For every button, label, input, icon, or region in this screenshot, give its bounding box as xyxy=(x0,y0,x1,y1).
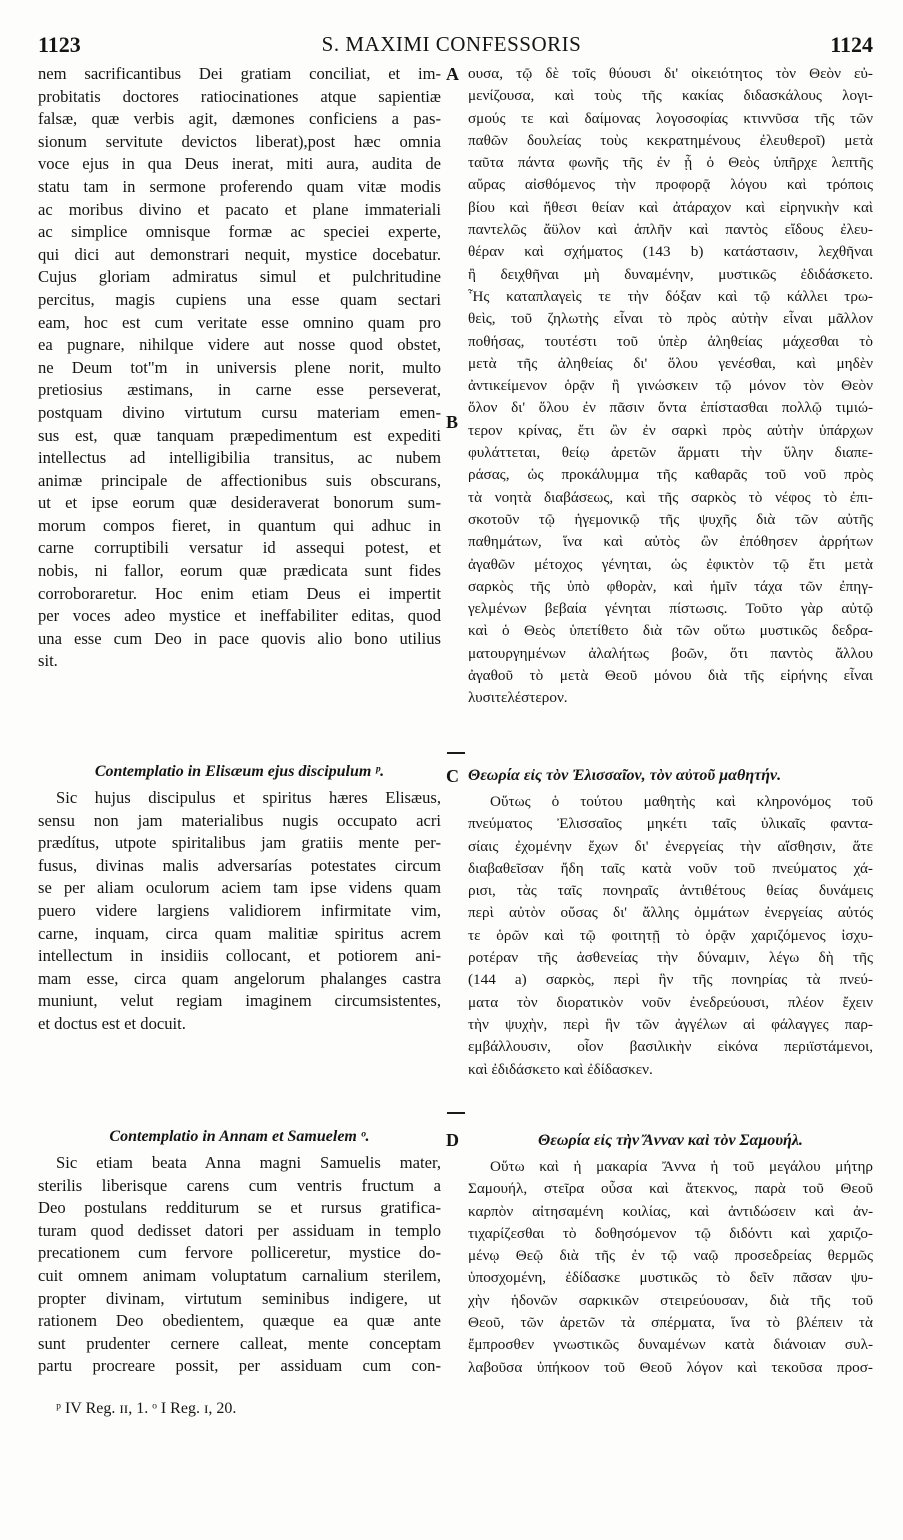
greek-title-anna: Θεωρία εἰς τὴν Ἄνναν καὶ τὸν Σαμουήλ. xyxy=(538,1132,803,1149)
text-line: statu tam in sermone proferendo quam vitæ modis xyxy=(38,176,441,196)
text-line: σαρκὸς τῆς ὑπὸ φθορὰν, καὶ ἡμῖν τάχα τῶν ἐπηγ- xyxy=(468,577,873,595)
text-line: σίαις ἐχομένην ἔχων δι' ἐνεργείας τὴν αἴσθησιν, ἅτε xyxy=(468,837,873,855)
text-line: ποθήσας, τουτέστι τοῦ ὑπὲρ ἀληθείας μάχεσθαι τὸ xyxy=(468,332,873,350)
text-line: sit. xyxy=(38,651,58,671)
greek-paragraph-1 xyxy=(468,63,873,710)
text-line: καρπὸν αἰτησαμένη κοιλίας, καὶ ἀντιδώσειν καὶ ἀν- xyxy=(468,1202,873,1220)
text-line: ἔμπροσθεν γνωστικῶς δυναμένων κατὰ διάνοιαν συλ- xyxy=(468,1336,873,1354)
text-line: sterilis liberisque carens cum ventris fructum a xyxy=(38,1175,441,1195)
text-line: prædítus, utpote spiritalibus jam gratiis mente per- xyxy=(38,833,441,853)
text-line: Ἧς καταπλαγεὶς τε τὴν δόξαν καὶ τῷ κάλλει τρω- xyxy=(468,287,873,305)
text-line: corroboraretur. Hoc enim etiam Deus ei impertit xyxy=(38,583,441,603)
text-line: εμβάλλουσιν, οἷον βασιλικὴν εἰκόνα περιϊστάμενοι, xyxy=(468,1038,873,1056)
section-marker-a: A xyxy=(446,64,459,84)
text-line: ματα τὸν διορατικὸν νοῦν ἐνεδρεύουσι, πλέον ἔχειν xyxy=(468,993,873,1011)
text-line: λυσιτελέστερον. xyxy=(468,689,568,707)
text-line: μετὰ τῆς ἀληθείας δι' ὅλου γενέσθαι, καὶ μηδὲν xyxy=(468,354,873,372)
text-line: puero videre largiens validiorem infirmitate vim, xyxy=(38,900,441,920)
text-line: Θεοῦ, τῶν ἀρετῶν τὰ σπέρματα, ἵνα τὸ βλέπειν τὰ xyxy=(468,1314,873,1332)
text-line: percitus, magis cupiens una esse quam sectari xyxy=(38,289,441,309)
text-line: μένῳ Θεῷ διὰ τῆς ἐν τῷ ναῷ προσεδρείας θερμῶς xyxy=(468,1247,873,1265)
text-line: θέραν καὶ σχήματος (143 b) κατάστασιν, λεχθῆναι xyxy=(468,243,873,261)
text-line: qui dici aut demonstrari nequit, mystice docebatur. xyxy=(38,244,441,264)
text-line: voce ejus in qua Deus inerat, miti aura, audita de xyxy=(38,154,441,174)
text-line: ἀντικείμενον ὁρᾷν ἢ γινώσκειν τῷ μόνον τὸν Θεὸν xyxy=(468,377,873,395)
text-line: (144 a) σαρκὸς, περὶ ἣν τῆς πονηρίας τὰ πνεύ- xyxy=(468,971,873,989)
text-line: πνεύματος Ἐλισσαῖος μηκέτι ταῖς ὑλικαῖς φαντα- xyxy=(468,815,873,833)
text-line: ac moribus divino et pacato et plane immateriali xyxy=(38,199,441,219)
text-line: turam quod dedisset datori per assiduam in templo xyxy=(38,1220,441,1240)
latin-section-2 xyxy=(38,761,441,784)
text-line: per voces adeo mystice et ineffabiliter editas, quod xyxy=(38,606,441,626)
text-line: τὰ νοητὰ διαβάσεως, καὶ τῆς σαρκὸς τὸ νέφος τὸ ἐπι- xyxy=(468,488,873,506)
text-line: μενίζουσα, καὶ τοὺς τῆς κακίας διδασκάλους λογι- xyxy=(468,87,873,105)
greek-section-3 xyxy=(468,1130,873,1152)
text-line: ἀγαθοῦ τὸ μετὰ Θεοῦ μόνου διὰ τῆς εἰρήνης εἶναι xyxy=(468,667,873,685)
section-divider xyxy=(447,1112,465,1114)
text-line: φυλάττεται, θείῳ ἀρετῶν ἅρματι τὴν ὕλην διαπε- xyxy=(468,444,873,462)
text-line: muniunt, velut regiam imaginem circumsistentes, xyxy=(38,991,441,1011)
text-line: rationem Deo obedientem, quæque ea quæ ante xyxy=(38,1311,441,1331)
section-marker-b: B xyxy=(446,412,459,432)
text-line: se per aliam oculorum aciem tam ipse videns quam xyxy=(38,878,441,898)
text-line: βίου καὶ ἤθεσι θείαν καὶ ἀτάραχον καὶ εἰρηνικὴν καὶ xyxy=(468,198,873,216)
latin-title-anna: Contemplatio in Annam et Samuelem ᵒ. xyxy=(109,1128,370,1145)
text-line: nobis, ni fallor, eorum quæ prædicata sunt fides xyxy=(38,561,441,581)
text-line: Sic etiam beata Anna magni Samuelis mater, xyxy=(56,1153,441,1172)
text-line: καὶ ἐδιδάσκετο καὶ ἐδίδασκεν. xyxy=(468,1060,653,1078)
text-line: Οὕτω καὶ ἡ μακαρία Ἄννα ἡ τοῦ μεγάλου μήτηρ xyxy=(490,1158,873,1175)
text-line: ac simplice omnisque formæ ac speciei experte, xyxy=(38,222,441,242)
text-line: postquam divino virtutum cursu materiam emen- xyxy=(38,402,441,422)
section-marker-d: D xyxy=(446,1130,459,1150)
text-line: morum compos fieret, in quantum qui adhuc in xyxy=(38,515,441,535)
text-line: τε ὁρῶν καὶ τῷ φοιτητῇ τὸ ὁρᾷν χαριζόμενος ἰσχυ- xyxy=(468,926,873,944)
text-line: nem sacrificantibus Dei gratiam conciliat, et im- xyxy=(38,64,441,83)
page-number-right: 1124 xyxy=(830,32,873,57)
text-line: Deo postulans redditurum se et rursus gratifica- xyxy=(38,1198,441,1218)
text-line: pretiosius æstimans, in carne esse perseverat, xyxy=(38,380,441,400)
text-line: una esse cum Deo in pace quovis alio bono utilius xyxy=(38,628,441,648)
text-line: Cujus gloriam admiratus simul et pulchritudine xyxy=(38,267,441,287)
text-line: probitatis doctores ratiocinationes atque sapientiæ xyxy=(38,86,441,106)
text-line: παθημάτων, ἵνα καὶ αὐτὸς ὢν ἐπόθησεν ἀρρήτων xyxy=(468,533,873,551)
running-title: S. MAXIMI CONFESSORIS xyxy=(321,32,582,56)
text-line: et doctus est et docuit. xyxy=(38,1013,186,1033)
text-line: σκοτοῦν τῷ ἡγεμονικῷ τῆς ψυχῆς διὰ τῶν αὐτῆς xyxy=(468,510,873,528)
text-line: Sic hujus discipulus et spiritus hæres Elisæus, xyxy=(56,788,441,807)
text-line: ουσα, τῷ δὲ τοῖς θύουσι δι' οἰκειότητος τὸν Θεὸν εὐ- xyxy=(468,65,873,82)
text-line: ρισι, τὰς ταῖς πονηραῖς ἀντιθέτους θείας δυνάμεις xyxy=(468,882,873,900)
latin-section-3 xyxy=(38,1126,441,1149)
text-line: θεὶς, τοῦ ζηλωτὴς εἶναι τὸ πρὸς αὐτὴν εἶναι μᾶλλον xyxy=(468,310,873,328)
text-line: ἢ δειχθῆναι μὴ δυναμένην, μυστικῶς ἐδιδάσκετο. xyxy=(468,265,873,283)
footnote: ᵖ IV Reg. ɪɪ, 1. ᵒ I Reg. ɪ, 20. xyxy=(56,1400,237,1417)
page-header xyxy=(0,32,903,64)
latin-paragraph-1 xyxy=(38,63,441,673)
text-line: intellectus ad intelligibilia transitus, ac nubem xyxy=(38,448,441,468)
text-line: propter divinam, virtutum seminibus indigere, ut xyxy=(38,1288,441,1308)
text-line: ὅλον δι' ὅλου ἐν πᾶσιν ὄντα ἐπίστασθαι πολλῷ τιμιώ- xyxy=(468,399,873,417)
text-line: ματουργημένων ἀλαλήτως βοῶν, ὅτι παντὸς ἄλλου xyxy=(468,644,873,662)
text-line: ne Deum tot"m in universis plene norit, multo xyxy=(38,357,441,377)
text-line: sionum servitute devictos liberat),post hæc omnia xyxy=(38,131,441,151)
section-divider xyxy=(447,752,465,754)
text-line: partu procreare possit, per assiduam cum con- xyxy=(38,1356,441,1376)
text-line: intellectum in insidiis collocant, et potiorem ani- xyxy=(38,946,441,966)
text-line: ταῦτα πάντα φωνῆς τῆς ἐν ᾗ ὁ Θεὸς ὑπῆρχε λεπτῆς xyxy=(468,154,873,172)
text-line: λαβοῦσα ὑπήκοον τοῦ Θεοῦ λόγον καὶ τεκοῦσα προσ- xyxy=(468,1358,873,1376)
text-line: σμούς τε καὶ δαίμονας λογοσοφίας κτιννῦσα τῆς τῶν xyxy=(468,109,873,127)
page-number-left: 1123 xyxy=(38,32,81,57)
latin-paragraph-2 xyxy=(38,787,441,1036)
text-line: γελμένων βεβαία γένηται πίστωσις. Τοῦτο γὰρ αὐτῷ xyxy=(468,600,873,618)
greek-paragraph-3 xyxy=(468,1156,873,1379)
text-line: falsæ, quæ verbis agit, dæmones conficiens a pas- xyxy=(38,109,441,129)
text-line: animæ principale de affectionibus suis obscurans, xyxy=(38,470,441,490)
text-line: eam, hoc est cum veritate esse omnino quam pro xyxy=(38,312,441,332)
text-line: ράσας, ὡς προκάλυμμα τῆς καθαρᾶς τοῦ νοῦ πρὸς xyxy=(468,466,873,484)
text-line: mam esse, circa quam angelorum phalanges castra xyxy=(38,968,441,988)
section-marker-c: C xyxy=(446,766,459,786)
text-line: τερον κρίνας, ἔτι ὢν ἐν σαρκὶ πρὸς αὐτὴν ὑπάρχων xyxy=(468,421,873,439)
text-line: ἀγαθῶν μέτοχος γένηται, ὡς ἐφικτὸν τῷ ἔτι μετὰ xyxy=(468,555,873,573)
text-line: ὑποσχομένη, ἐδίδασκε μυστικῶς τὸ δεῖν πᾶσαν ψυ- xyxy=(468,1269,873,1287)
text-line: χὴν ἡδονῶν σαρκικῶν στειρεύουσαν, διὰ τῆς τοῦ xyxy=(468,1291,873,1309)
text-line: fusus, divinas malis adversarías potestates circum xyxy=(38,855,441,875)
text-line: Σαμουήλ, στεῖρα οὖσα καὶ ἄτεκνος, παρὰ τοῦ Θεοῦ xyxy=(468,1180,873,1198)
text-line: carne, inquam, circa quam malitiæ spiritus acrem xyxy=(38,923,441,943)
text-line: Οὕτως ὁ τούτου μαθητὴς καὶ κληρονόμος τοῦ xyxy=(490,793,873,810)
text-line: cuit omnem animam voluptatum carnalium sterilem, xyxy=(38,1265,441,1285)
text-line: precationem cum fervore polliceretur, mystice do- xyxy=(38,1243,441,1263)
text-line: sus est, quæ tanquam præpedimentum est expediti xyxy=(38,425,441,445)
text-line: αὔρας αἰσθόμενος τὴν προφορᾷ λόγου καὶ τρόποις xyxy=(468,176,873,194)
text-line: παθῶν δουλείας τοὺς κεκρατημένους ἐλευθεροῖ) μετὰ xyxy=(468,131,873,149)
text-line: διαβαθεῖσαν ἤδη ταῖς κατὰ νοῦν τοῦ πνεύματος χά- xyxy=(468,859,873,877)
text-line: παντελῶς ἄϋλον καὶ ἁπλῆν καὶ παντὸς εἴδους ἐλευ- xyxy=(468,221,873,239)
text-line: sensu non jam materialibus nugis occupato acri xyxy=(38,810,441,830)
greek-paragraph-2 xyxy=(468,791,873,1081)
text-line: carne corruptibili versatur id assequi potest, et xyxy=(38,538,441,558)
greek-title-elisaeus: Θεωρία εἰς τὸν Ἐλισσαῖον, τὸν αὐτοῦ μαθητήν. xyxy=(468,767,782,784)
greek-section-2 xyxy=(468,765,873,787)
text-line: καὶ ὁ Θεὸς ὑπετίθετο διὰ τῶν οὕτω μυστικῶς δεδρα- xyxy=(468,622,873,640)
text-line: sunt prudenter cernere calleat, mente conceptam xyxy=(38,1333,441,1353)
text-line: ροτέραν τῆς ἀσθενείας τὴν δύναμιν, λέγω δὴ τῆς xyxy=(468,949,873,967)
latin-title-elisaeus: Contemplatio in Elisæum ejus discipulum ᵖ. xyxy=(94,763,385,780)
text-line: περὶ αὐτὸν οὔσας δι' ἄλλης ὀμμάτων ἐνεργείας αὐτός xyxy=(468,904,873,922)
latin-paragraph-3 xyxy=(38,1152,441,1378)
text-line: τιχαρίζεσθαι τὸ δοθησόμενον τῷ διδόντι καὶ χαριζο- xyxy=(468,1224,873,1242)
text-line: ea pugnare, nihilque videre aut nosse quod obstet, xyxy=(38,335,441,355)
text-line: τὴν ψυχὴν, περὶ ἣν τῶν ἀγγέλων αἱ φάλαγγες παρ- xyxy=(468,1015,873,1033)
text-line: ut et ipse eorum quæ desideraverat bonorum sum- xyxy=(38,493,441,513)
